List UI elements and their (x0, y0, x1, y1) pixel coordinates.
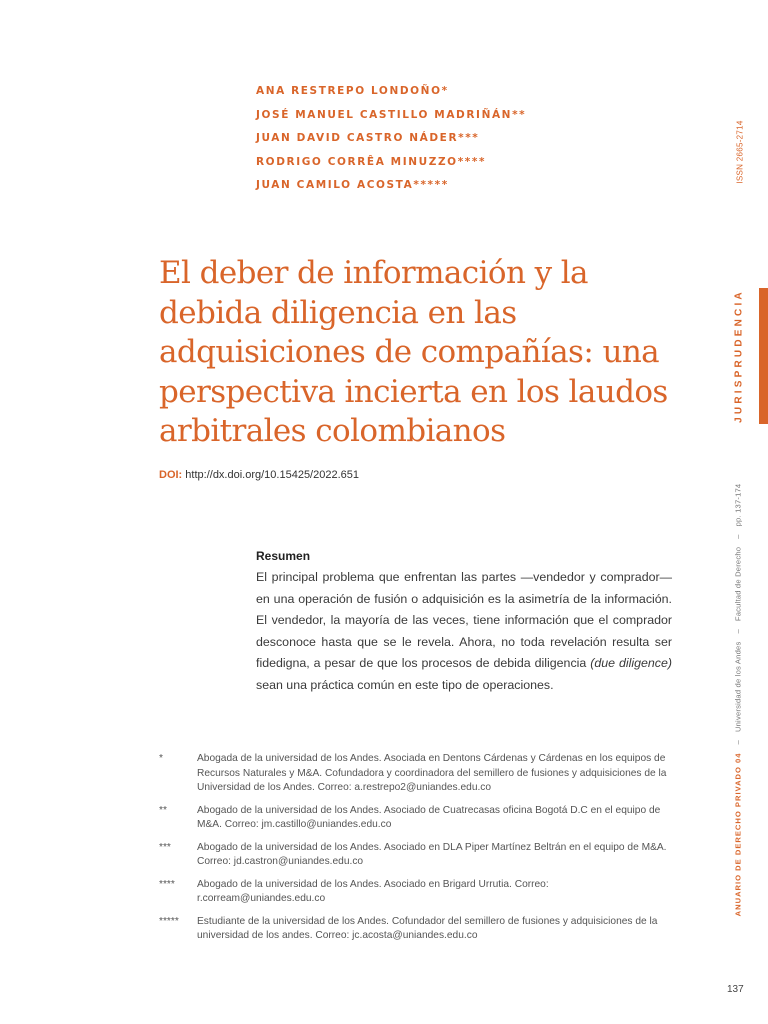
journal-name: ANUARIO DE DERECHO PRIVADO 04 (733, 752, 743, 917)
abstract-italic-term: (due diligence) (590, 656, 672, 670)
footnote-mark: * (159, 753, 163, 764)
separator: – (733, 740, 743, 745)
footnote-mark: **** (159, 878, 175, 890)
footnote-text: Abogado de la universidad de los Andes. Asociado en Brigard Urrutia. Correo: r.corream@uniandes.edu.co (197, 878, 549, 904)
footnote-text: Estudiante de la universidad de los Andes. Cofundador del semillero de fusiones y adquisiciones de la universidad de los andes. Correo: jc.acosta@uniandes.edu.co (197, 915, 658, 941)
abstract-text-part: El principal problema que enfrentan las partes —vendedor y comprador— en una operación de fusión o adquisición es la asimetría de la información. El vendedor, la mayoría de las veces, tiene información que el comprador desconoce hasta que se le revela. Ahora, no toda revelación resulta ser fidedigna, a pesar de que los procesos de debida diligencia (256, 570, 672, 670)
university-name: Universidad de los Andes (733, 641, 743, 733)
running-footer (734, 484, 743, 917)
footnote (159, 752, 674, 796)
abstract-heading: Resumen (256, 549, 311, 563)
article-title: El deber de información y la debida diligencia en las adquisiciones de compañías: una perspectiva incierta en los laudos arbitrales colombianos (159, 255, 668, 449)
footnote-mark: ***** (159, 915, 179, 927)
abstract-text (256, 567, 672, 696)
doi-label: DOI: (159, 469, 183, 481)
footnote (159, 915, 674, 944)
page-range: pp. 137-174 (733, 483, 743, 527)
footnote (159, 804, 674, 833)
footnote (159, 878, 674, 907)
faculty-name: Facultad de Derecho (733, 546, 743, 622)
footnotes (159, 752, 674, 952)
author-name: JUAN CAMILO ACOSTA***** (256, 179, 449, 191)
separator: – (733, 629, 743, 634)
abstract-text-part: sean una práctica común en este tipo de operaciones. (256, 677, 554, 692)
footnote-text: Abogado de la universidad de los Andes. Asociado en DLA Piper Martínez Beltrán en el equipo de M&A. Correo: jd.castron@uniandes.edu.co (197, 841, 667, 867)
author-name: JUAN DAVID CASTRO NÁDER*** (256, 132, 480, 144)
section-label: JURISPRUDENCIA (733, 289, 745, 423)
footnote-text: Abogado de la universidad de los Andes. Asociado de Cuatrecasas oficina Bogotá D.C en el equipo de M&A. Correo: jm.castillo@uniandes.edu.co (197, 804, 661, 830)
footnote-mark: *** (159, 841, 171, 853)
separator: – (733, 534, 743, 539)
footnote (159, 841, 674, 870)
page-number: 137 (727, 984, 744, 995)
doi-line (159, 469, 359, 481)
author-name: RODRIGO CORRÊA MINUZZO**** (256, 155, 487, 168)
footnote-text: Abogada de la universidad de los Andes. Asociada en Dentons Cárdenas y Cárdenas en los equipos de Recursos Naturales y M&A. Cofundadora y coordinadora del semillero de fusiones y adquisiciones de la Universidad de los Andes. Correo: a.restrepo2@uniandes.edu.co (197, 753, 667, 793)
author-name: JOSÉ MANUEL CASTILLO MADRIÑÁN** (256, 108, 527, 121)
author-list (256, 80, 526, 198)
section-marker-bar (759, 288, 768, 424)
author-name: ANA RESTREPO LONDOÑO* (256, 85, 449, 97)
issn-label: ISSN 2665-2714 (735, 120, 745, 184)
footnote-mark: ** (159, 804, 167, 816)
abstract-section (256, 549, 672, 696)
doi-link[interactable]: http://dx.doi.org/10.15425/2022.651 (185, 469, 359, 481)
